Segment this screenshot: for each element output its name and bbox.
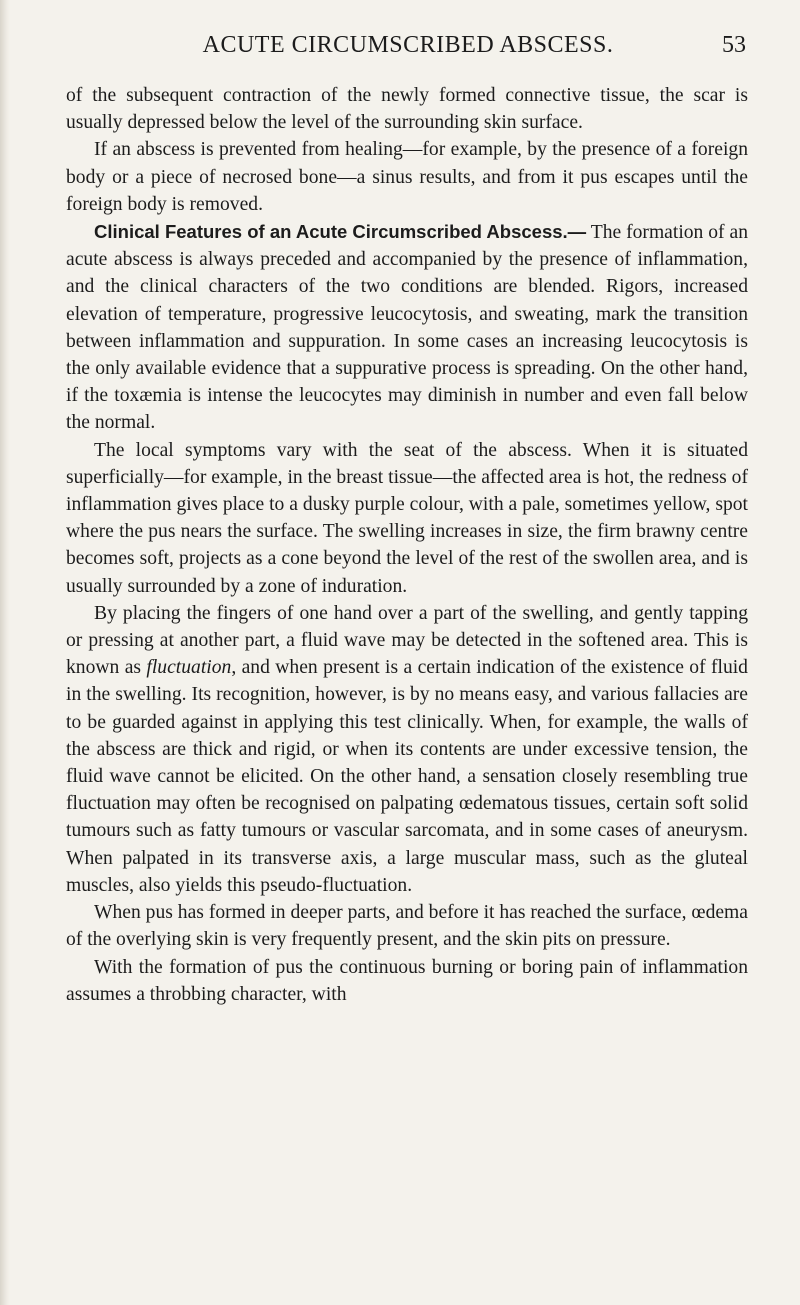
section-heading: Clinical Features of an Acute Circumscribed Abscess.— xyxy=(94,221,587,243)
paragraph: If an abscess is prevented from healing—for example, by the presence of a foreign body or a piece of necrosed bone—a sinus results, and from it pus escapes until the foreign body is removed. xyxy=(66,139,748,215)
running-header xyxy=(68,32,748,62)
paragraph-text: The formation of an acute abscess is always preceded and accompanied by the presence of inflammation, and the clinical characters of the two conditions are blended. Rigors, increased elevation of temperature, progressive leucocytosis, and sweating, mark the transition between inflammation and suppuration. In some cases an increasing leucocytosis is the only available evidence that a suppurative process is spreading. On the other hand, if the toxæmia is intense the leucocytes may diminish in number and even fall below the normal. xyxy=(66,222,748,434)
page-number: 53 xyxy=(722,32,746,58)
paragraph-text: , and when present is a certain indication of the existence of fluid in the swelling. Its recognition, however, is by no means easy, and various fallacies are to be guarded against in applying this test clinically. When, for example, the walls of the abscess are thick and rigid, or when its contents are under excessive tension, the fluid wave cannot be elicited. On the other hand, a sensation closely resembling true fluctuation may often be recognised on palpating œdematous tissues, certain soft solid tumours such as fatty tumours or vascular sarcomata, and in some cases of aneurysm. When palpated in its transverse axis, a large muscular mass, such as the gluteal muscles, also yields this pseudo-fluctuation. xyxy=(66,657,748,896)
paragraph-text: By placing the fingers of one hand over a part of the swelling, and gently tapping or pressing at another part, a fluid wave may be detected in the softened area. This is known as xyxy=(66,602,748,679)
paragraph xyxy=(66,600,748,899)
paragraph xyxy=(66,218,748,437)
paragraph: of the subsequent contraction of the newly formed connective tissue, the scar is usually depressed below the level of the surrounding skin surface. xyxy=(66,85,748,134)
body-text xyxy=(66,82,748,1008)
italic-term: fluctuation xyxy=(146,657,232,679)
paragraph: When pus has formed in deeper parts, and before it has reached the surface, œdema of the overlying skin is very frequently present, and the skin pits on pressure. xyxy=(66,902,748,951)
running-title: ACUTE CIRCUMSCRIBED ABSCESS. xyxy=(202,32,614,58)
paragraph: The local symptoms vary with the seat of the abscess. When it is situated superficially—for example, in the breast tissue—the affected area is hot, the redness of inflammation gives place to a dusky purple colour, with a pale, sometimes yellow, spot where the pus nears the surface. The swelling increases in size, the firm brawny centre becomes soft, projects as a cone beyond the level of the rest of the swollen area, and is usually surrounded by a zone of induration. xyxy=(66,439,748,597)
page-binding-edge xyxy=(0,0,10,1305)
paragraph: With the formation of pus the continuous burning or boring pain of inflammation assumes a throbbing character, with xyxy=(66,956,748,1005)
